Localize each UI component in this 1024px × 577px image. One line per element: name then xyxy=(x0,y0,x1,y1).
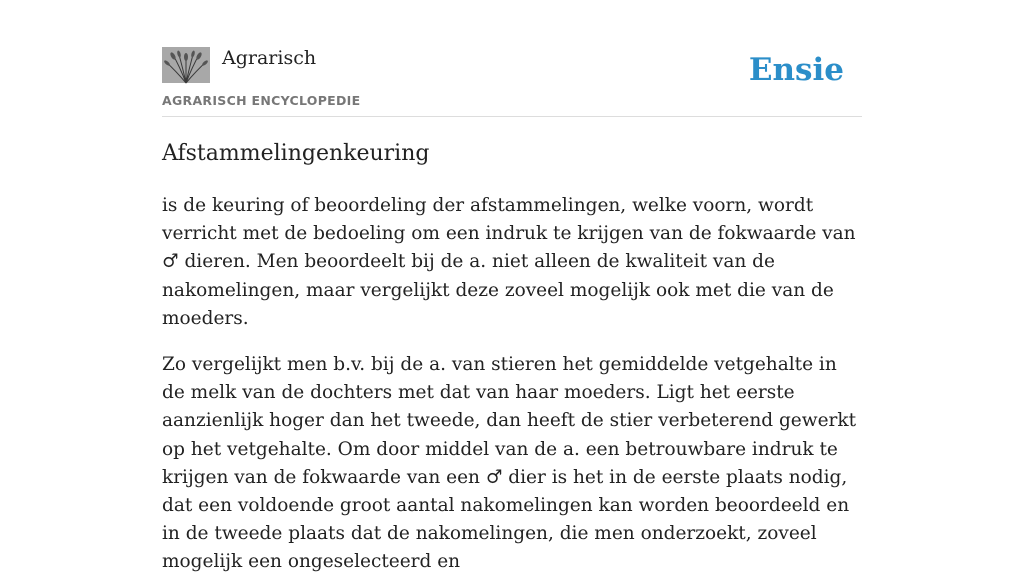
article-title: Afstammelingenkeuring xyxy=(162,141,430,166)
article xyxy=(162,138,862,577)
article-paragraph: is de keuring of beoordeling der afstammelingen, welke voorn, wordt verricht met de bedoeling om een indruk te krijgen van de fokwaarde van ♂ dieren. Men beoordeelt bij de a. niet alleen de kwaliteit van de nakomelingen, maar vergelijkt deze zoveel mogelijk ook met die van de moeders. xyxy=(162,195,856,329)
source-subtitle: AGRARISCH ENCYCLOPEDIE xyxy=(162,93,361,108)
source-name[interactable]: Agrarisch xyxy=(222,47,317,69)
brand-logo[interactable]: Ensie xyxy=(748,52,844,88)
source-avatar[interactable] xyxy=(162,47,210,83)
article-paragraph: Zo vergelijkt men b.v. bij de a. van stieren het gemiddelde vetgehalte in de melk van de dochters met dat van haar moeders. Ligt het eerste aanzienlijk hoger dan het tweede, dan heeft de stier verbeterend gewerkt op het vetgehalte. Om door middel van de a. een betrouwbare indruk te krijgen van de fokwaarde van een ♂ dier is het in de eerste plaats nodig, dat een voldoende groot aantal nakomelingen kan worden beoordeeld en in de tweede plaats dat de nakomelingen, die men onderzoekt, zoveel mogelijk een ongeselecteerd en xyxy=(162,354,857,573)
source-header xyxy=(162,44,862,117)
wheat-engraving-icon xyxy=(162,47,210,83)
